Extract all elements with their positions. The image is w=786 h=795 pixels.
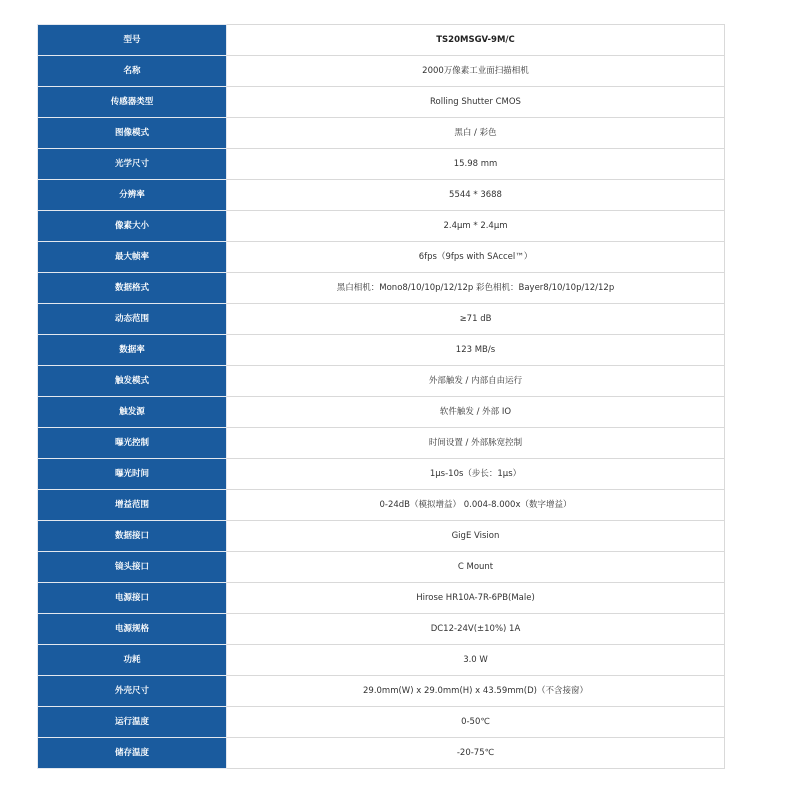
- table-row: [38, 242, 725, 273]
- spec-label: 最大帧率: [38, 242, 227, 273]
- spec-value: GigE Vision: [227, 521, 725, 552]
- table-row: [38, 211, 725, 242]
- table-row: [38, 56, 725, 87]
- spec-label: 图像模式: [38, 118, 227, 149]
- spec-label: 外壳尺寸: [38, 676, 227, 707]
- spec-label: 电源接口: [38, 583, 227, 614]
- spec-value: DC12-24V(±10%) 1A: [227, 614, 725, 645]
- table-row: [38, 552, 725, 583]
- spec-value: C Mount: [227, 552, 725, 583]
- spec-value: 黑白 / 彩色: [227, 118, 725, 149]
- spec-label: 动态范围: [38, 304, 227, 335]
- spec-value: 黑白相机：Mono8/10/10p/12/12p 彩色相机：Bayer8/10/10p/12/12p: [227, 273, 725, 304]
- spec-label: 镜头接口: [38, 552, 227, 583]
- table-row: [38, 490, 725, 521]
- spec-label: 传感器类型: [38, 87, 227, 118]
- table-row: [38, 149, 725, 180]
- spec-label: 电源规格: [38, 614, 227, 645]
- table-row: [38, 87, 725, 118]
- spec-label: 触发模式: [38, 366, 227, 397]
- spec-label: 数据率: [38, 335, 227, 366]
- table-row: [38, 676, 725, 707]
- spec-label: 数据接口: [38, 521, 227, 552]
- spec-value: -20-75℃: [227, 738, 725, 769]
- spec-label: 运行温度: [38, 707, 227, 738]
- spec-label: 增益范围: [38, 490, 227, 521]
- spec-value: 软件触发 / 外部 IO: [227, 397, 725, 428]
- spec-value: TS20MSGV-9M/C: [227, 25, 725, 56]
- spec-label: 曝光时间: [38, 459, 227, 490]
- spec-label: 数据格式: [38, 273, 227, 304]
- spec-label: 型号: [38, 25, 227, 56]
- spec-table: [37, 24, 725, 769]
- table-row: [38, 273, 725, 304]
- spec-value: 123 MB/s: [227, 335, 725, 366]
- spec-value: 2.4μm * 2.4μm: [227, 211, 725, 242]
- table-row-model: [38, 25, 725, 56]
- spec-value: 0-50℃: [227, 707, 725, 738]
- spec-value: 0-24dB（模拟增益） 0.004-8.000x（数字增益）: [227, 490, 725, 521]
- spec-value: 15.98 mm: [227, 149, 725, 180]
- spec-value: 外部触发 / 内部自由运行: [227, 366, 725, 397]
- spec-value: Rolling Shutter CMOS: [227, 87, 725, 118]
- table-row: [38, 521, 725, 552]
- spec-label: 触发源: [38, 397, 227, 428]
- table-row: [38, 614, 725, 645]
- spec-label: 储存温度: [38, 738, 227, 769]
- table-row: [38, 335, 725, 366]
- spec-label: 曝光控制: [38, 428, 227, 459]
- spec-value: 时间设置 / 外部脉宽控制: [227, 428, 725, 459]
- table-row: [38, 304, 725, 335]
- spec-label: 像素大小: [38, 211, 227, 242]
- spec-value: Hirose HR10A-7R-6PB(Male): [227, 583, 725, 614]
- table-row: [38, 366, 725, 397]
- spec-label: 功耗: [38, 645, 227, 676]
- spec-label: 光学尺寸: [38, 149, 227, 180]
- spec-value: 2000万像素工业面扫描相机: [227, 56, 725, 87]
- table-row: [38, 459, 725, 490]
- spec-table-body: [38, 25, 725, 769]
- table-row: [38, 645, 725, 676]
- table-row: [38, 707, 725, 738]
- spec-value: 3.0 W: [227, 645, 725, 676]
- table-row: [38, 738, 725, 769]
- table-row: [38, 583, 725, 614]
- spec-value: 29.0mm(W) x 29.0mm(H) x 43.59mm(D)（不含接窗）: [227, 676, 725, 707]
- spec-label: 分辨率: [38, 180, 227, 211]
- table-row: [38, 397, 725, 428]
- table-row: [38, 180, 725, 211]
- spec-value: ≥71 dB: [227, 304, 725, 335]
- spec-value: 5544 * 3688: [227, 180, 725, 211]
- table-row: [38, 428, 725, 459]
- spec-value: 6fps（9fps with SAccel™）: [227, 242, 725, 273]
- table-row: [38, 118, 725, 149]
- spec-label: 名称: [38, 56, 227, 87]
- spec-value: 1μs-10s（步长：1μs）: [227, 459, 725, 490]
